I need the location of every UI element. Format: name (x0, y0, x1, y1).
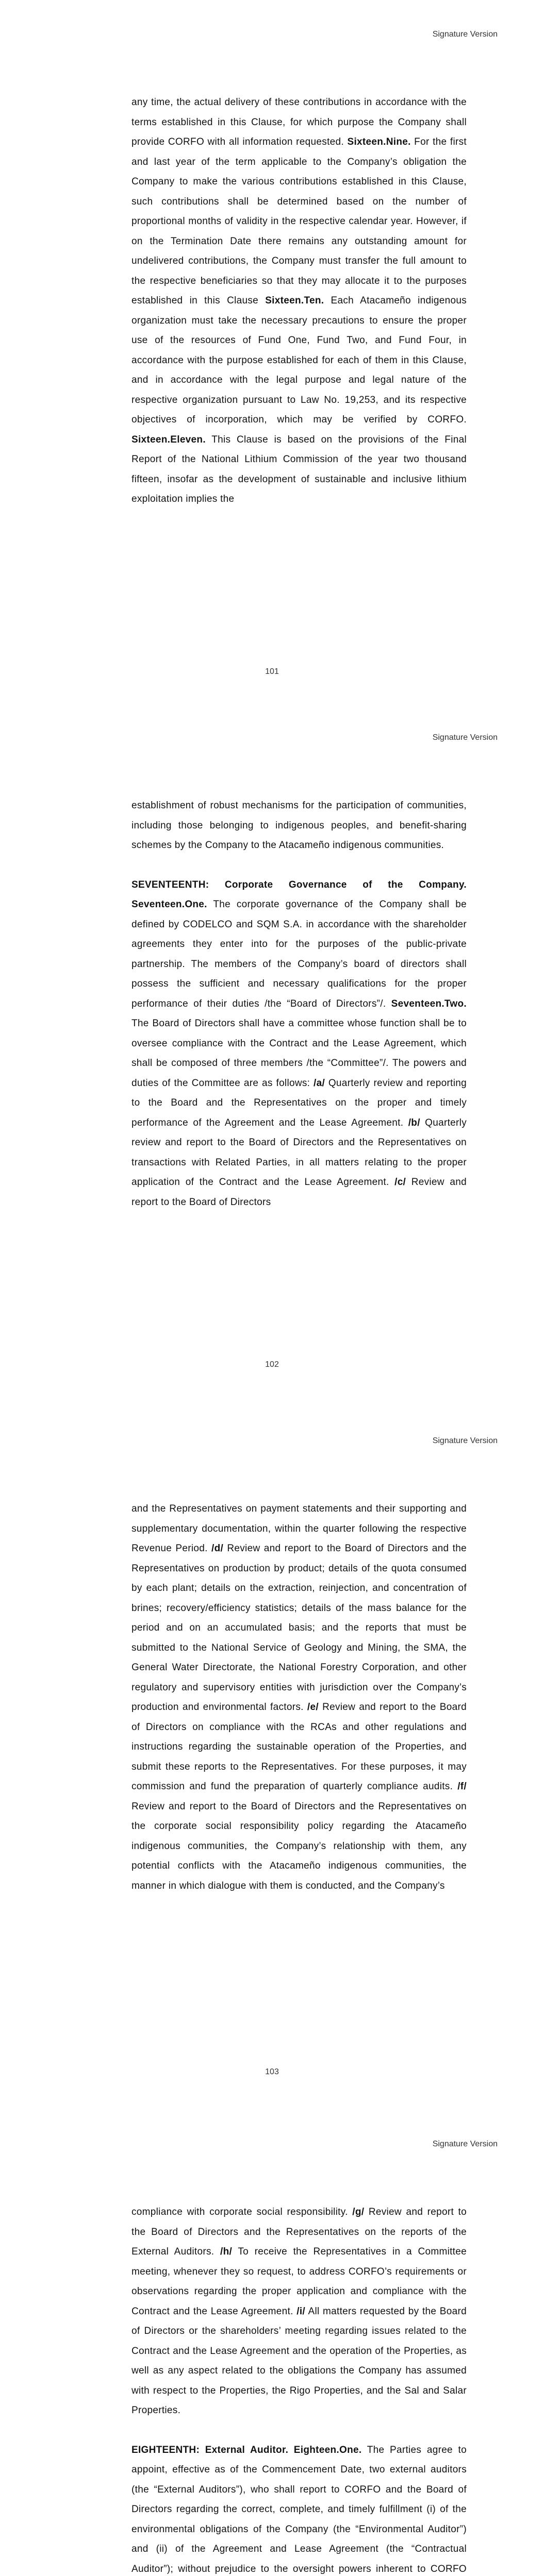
bold-text-run: SEVENTEENTH: Corporate Governance of the Company. Seventeen.One. (131, 879, 467, 910)
text-run: Quarterly review and report to the Board of Directors and the Representatives on transactions with Related Parties, in all matters relating to the proper application of the Contract and the Lease Agreement. (131, 1117, 467, 1188)
bold-text-run: /d/ (211, 1543, 224, 1554)
bold-text-run: Sixteen.Eleven. (131, 434, 206, 445)
page-103 (0, 1406, 544, 2110)
text-run: compliance with corporate social responsibility. (131, 2207, 353, 2217)
text-run: establishment of robust mechanisms for the participation of communities, including those belonging to indigenous peoples, and benefit-sharing schemes by the Company to the Atacameño indigenous communities. (131, 800, 467, 851)
page-body (131, 93, 467, 510)
bold-text-run: EIGHTEENTH: External Auditor. Eighteen.One. (131, 2444, 362, 2455)
text-run: Review and report to the Board of Directors and the Representatives on the corporate social responsibility policy regarding the Atacameño indigenous communities, the Company’s relationship with them, any potential conflicts with the Atacameño indigenous communities, the manner in which dialogue with them is conducted, and the Company’s (131, 1801, 467, 1891)
paragraph (131, 796, 467, 856)
text-run: All matters requested by the Board of Directors or the shareholders’ meeting regarding issues related to the Contract and the Lease Agreement and the operation of the Properties, as well as any aspect related to the obligations the Company has assumed with respect to the Properties, the Rigo Properties, and the Sal and Salar Properties. (131, 2306, 467, 2416)
paragraph (131, 2202, 467, 2421)
bold-text-run: /c/ (394, 1177, 406, 1188)
bold-text-run: Sixteen.Nine. (347, 137, 411, 147)
bold-text-run: /g/ (352, 2207, 365, 2217)
text-run: Review and report to the Board of Directors (131, 1177, 467, 1208)
bold-text-run: Sixteen.Ten. (265, 295, 324, 306)
text-run: Each Atacameño indigenous organization must take the necessary precautions to ensure the proper use of the resources of Fund One, Fund Two, and Fund Four, in accordance with the purpose established for each of them in this Clause, and in accordance with the legal purpose and legal nature of the respective organization pursuant to Law No. 19,253, and its respective objectives of incorporation, which may be verified by CORFO. (131, 295, 467, 425)
text-run: To receive the Representatives in a Committee meeting, whenever they so request, to address CORFO’s requirements or observations regarding the proper application and compliance with the Contract and the Lease Agreement. (131, 2246, 467, 2317)
paragraph (131, 2441, 467, 2576)
text-run: This Clause is based on the provisions of the Final Report of the National Lithium Commission of the year two thousand fifteen, insofar as the development of sustainable and inclusive lithium exploitation implies the (131, 434, 467, 504)
text-run: any time, the actual delivery of these contributions in accordance with the terms established in this Clause, for which purpose the Company shall provide CORFO with all information requested. (131, 97, 467, 147)
text-run: For the first and last year of the term applicable to the Company’s obligation the Company to make the various contributions established in this Clause, such contributions shall be determined based on the number of proportional months of validity in the respective calendar year. However, if on the Termination Date there remains any outstanding amount for undelivered contributions, the Company must transfer the full amount to the respective beneficiaries so that they may allocate it to the purposes established in this Clause (131, 137, 467, 306)
page-102 (0, 703, 544, 1406)
bold-text-run: /e/ (307, 1702, 319, 1713)
text-run: Review and report to the Board of Directors and the Representatives on the reports of the External Auditors. (131, 2207, 467, 2257)
page-104 (0, 2110, 544, 2576)
text-run: Quarterly review and reporting to the Board and the Representatives on the proper and timely performance of the Agreement and the Lease Agreement. (131, 1077, 467, 1128)
page-header: Signature Version (432, 1436, 498, 1445)
page-101 (0, 0, 544, 703)
page-header: Signature Version (432, 30, 498, 39)
bold-text-run: /f/ (457, 1781, 467, 1792)
page-body (131, 796, 467, 1212)
page-body (131, 2202, 467, 2576)
page-header: Signature Version (432, 733, 498, 742)
text-run: The corporate governance of the Company shall be defined by CODELCO and SQM S.A. in accordance with the shareholder agreements they enter into for the purposes of the public-private partnership. The members of the Company’s board of directors shall possess the sufficient and necessary qualifications for the proper performance of their duties /the “Board of Directors”/. (131, 899, 467, 1009)
bold-text-run: /b/ (408, 1117, 420, 1128)
bold-text-run: /i/ (296, 2306, 305, 2317)
text-run: The Board of Directors shall have a committee whose function shall be to oversee compliance with the Contract and the Lease Agreement, which shall be composed of three members /the “Committee”/. The powers and duties of the Committee are as follows: (131, 1018, 467, 1089)
text-run: Review and report to the Board of Directors on compliance with the RCAs and other regulations and instructions regarding the sustainable operation of the Properties, and submit these reports to the Representatives. For these purposes, it may commission and fund the preparation of quarterly compliance audits. (131, 1702, 467, 1792)
text-run: Review and report to the Board of Directors and the Representatives on production by product; details of the quota consumed by each plant; details on the extraction, reinjection, and concentration of brines; recovery/efficiency statistics; details of the mass balance for the period and on an accumulated basis; and the reports that must be submitted to the National Service of Geology and Mining, the SMA, the General Water Directorate, the National Forestry Corporation, and other regulatory and supervisory entities with jurisdiction over the Company’s production and environmental factors. (131, 1543, 467, 1713)
bold-text-run: /a/ (314, 1077, 325, 1089)
page-number: 101 (265, 667, 279, 676)
page-number: 103 (265, 2067, 279, 2076)
page-number: 102 (265, 1360, 279, 1369)
paragraph (131, 875, 467, 1213)
page-header: Signature Version (432, 2140, 498, 2148)
paragraph (131, 93, 467, 510)
bold-text-run: Seventeen.Two. (391, 998, 467, 1009)
paragraph (131, 1499, 467, 1896)
bold-text-run: /h/ (220, 2246, 233, 2257)
page-body (131, 1499, 467, 1896)
text-run: and the Representatives on payment statements and their supporting and supplementary documentation, within the quarter following the respective Revenue Period. (131, 1503, 467, 1554)
text-run: The Parties agree to appoint, effective as of the Commencement Date, two external auditors (the “External Auditors”), who shall report to CORFO and the Board of Directors regarding the correct, complete, and timely fulfillment (i) of the environmental obligations of the Company (the “Environmental Auditor”) and (ii) of the Agreement and Lease Agreement (the “Contractual Auditor”); without prejudice to the oversight powers inherent to CORFO (131, 2444, 467, 2574)
